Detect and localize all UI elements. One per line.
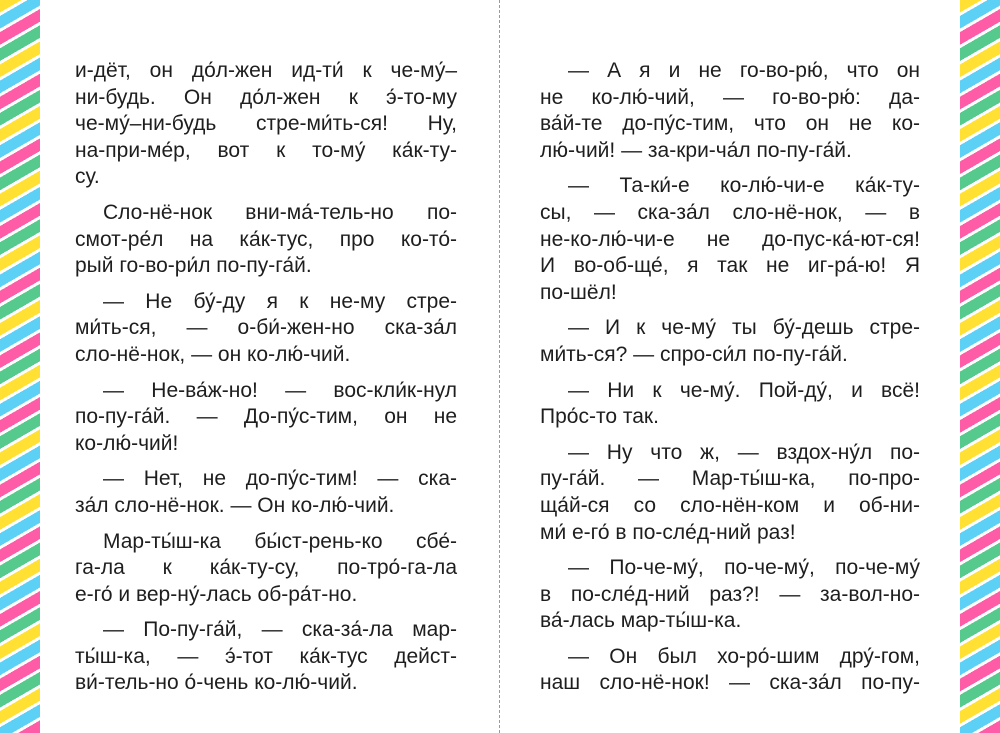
left-page-text bbox=[75, 58, 457, 697]
text-line: ми́ е-го́ в по-сле́д-ний раз! bbox=[540, 520, 796, 544]
text-line: — По-пу-га́й, — ска-за́-ла мар- bbox=[103, 618, 457, 642]
text-line: га-ла к ка́к-ту-су, по-тро́-га-ла bbox=[75, 556, 457, 580]
text-line: ко-лю́-чий! bbox=[75, 431, 179, 455]
right-page-text bbox=[540, 58, 920, 697]
text-line: — По-че-му́, по-че-му́, по-че-му́ bbox=[568, 556, 920, 580]
text-line: ни-будь. Он до́л-жен к э́-то-му bbox=[75, 85, 457, 109]
text-line: сло-нё-нок, — он ко-лю́-чий. bbox=[75, 342, 351, 366]
paragraph bbox=[540, 315, 920, 368]
paragraph bbox=[540, 378, 920, 431]
paragraph bbox=[75, 58, 457, 191]
paragraph bbox=[540, 644, 920, 697]
left-decorative-stripes bbox=[0, 0, 40, 733]
text-line: пу-га́й. — Мар-ты́ш-ка, по-про- bbox=[540, 467, 920, 491]
paragraph bbox=[75, 289, 457, 369]
text-line: ва́й-те до-пу́с-тим, что он не ко- bbox=[540, 112, 920, 136]
page-fold-divider bbox=[499, 0, 500, 733]
text-line: ми́ть-ся? — спро-си́л по-пу-га́й. bbox=[540, 342, 848, 366]
text-line: не ко-лю́-чий, — го-во-рю́: да- bbox=[540, 85, 920, 109]
text-line: рый го-во-ри́л по-пу-га́й. bbox=[75, 254, 312, 278]
text-line: в по-сле́д-ний раз?! — за-вол-но- bbox=[540, 582, 920, 606]
right-decorative-stripes bbox=[960, 0, 1000, 733]
text-line: — Не-ва́ж-но! — вос-кли́к-нул bbox=[103, 378, 457, 402]
text-line: че-му́–ни-будь стре-ми́ть-ся! Ну, bbox=[75, 112, 457, 136]
text-line: сы, — ска-за́л сло-нё-нок, — в bbox=[540, 200, 920, 224]
paragraph bbox=[75, 617, 457, 697]
text-line: ща́й-ся со сло-нён-ком и об-ни- bbox=[540, 493, 920, 517]
text-line: по-шёл! bbox=[540, 280, 617, 304]
text-line: Про́с-то так. bbox=[540, 405, 659, 429]
text-line: — Ни к че-му́. Пой-ду́, и всё! bbox=[568, 378, 920, 402]
text-line: не-ко-лю́-чи-е не до-пус-ка́-ют-ся! bbox=[540, 227, 920, 251]
text-line: — Нет, не до-пу́с-тим! — ска- bbox=[103, 467, 457, 491]
text-line: и-дёт, он до́л-жен ид-ти́ к че-му́– bbox=[75, 59, 457, 82]
text-line: — Ну что ж, — вздох-ну́л по- bbox=[568, 440, 920, 464]
paragraph bbox=[75, 529, 457, 609]
text-line: на-при-ме́р, вот к то-му́ ка́к-ту- bbox=[75, 138, 457, 162]
paragraph bbox=[75, 200, 457, 280]
paragraph bbox=[540, 58, 920, 164]
text-line: И во-об-ще́, я так не иг-ра́-ю! Я bbox=[540, 254, 920, 278]
text-line: по-пу-га́й. — До-пу́с-тим, он не bbox=[75, 405, 457, 429]
text-line: ва́-лась мар-ты́ш-ка. bbox=[540, 609, 742, 633]
text-line: Мар-ты́ш-ка бы́ст-рень-ко сбе́- bbox=[103, 529, 457, 553]
text-line: Сло-нё-нок вни-ма́-тель-но по- bbox=[103, 200, 457, 224]
paragraph bbox=[540, 555, 920, 635]
text-line: ты́ш-ка, — э́-тот ка́к-тус дейст- bbox=[75, 644, 457, 668]
text-line: ви́-тель-но о́-чень ко-лю́-чий. bbox=[75, 671, 358, 695]
text-line: су. bbox=[75, 165, 100, 189]
text-line: е-го́ и вер-ну́-лась об-ра́т-но. bbox=[75, 582, 358, 606]
paragraph bbox=[540, 440, 920, 546]
text-line: ми́ть-ся, — о-би́-жен-но ска-за́л bbox=[75, 316, 457, 340]
paragraph bbox=[540, 173, 920, 306]
text-line: — А я и не го-во-рю́, что он bbox=[568, 59, 920, 82]
text-line: за́л сло-нё-нок. — Он ко-лю́-чий. bbox=[75, 493, 395, 517]
paragraph bbox=[75, 466, 457, 519]
text-line: — Он был хо-ро́-шим дру́-гом, bbox=[568, 644, 920, 668]
text-line: наш сло-нё-нок! — ска-за́л по-пу- bbox=[540, 671, 920, 695]
text-line: — Не бу́-ду я к не-му стре- bbox=[103, 289, 457, 313]
text-line: — Та-ки́-е ко-лю́-чи-е ка́к-ту- bbox=[568, 174, 920, 198]
text-line: лю́-чий! — за-кри-ча́л по-пу-га́й. bbox=[540, 138, 852, 162]
paragraph bbox=[75, 378, 457, 458]
text-line: смот-ре́л на ка́к-тус, про ко-то́- bbox=[75, 227, 457, 251]
text-line: — И к че-му́ ты бу́-дешь стре- bbox=[568, 316, 920, 340]
